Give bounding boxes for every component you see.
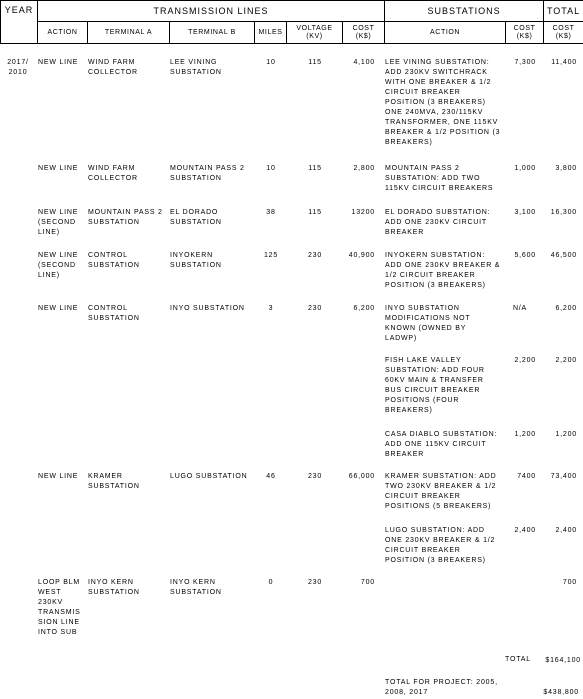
substation-action-cell: LUGO SUBSTATION: ADD ONE 230KV BREAKER & 1/2 CIRCUIT BREAKER POSITION (3 BREAKERS) bbox=[385, 527, 496, 564]
miles-cell: 125 bbox=[263, 252, 279, 259]
action-cell: NEW LINE bbox=[38, 59, 79, 66]
terminal-a-cell: WIND FARM COLLECTOR bbox=[88, 59, 138, 76]
substation-cost-cell: N/A bbox=[512, 305, 528, 312]
header-total: TOTAL bbox=[544, 1, 583, 22]
miles-cell: 10 bbox=[266, 59, 276, 66]
header-miles: MILES bbox=[255, 22, 287, 44]
voltage-cell: 230 bbox=[307, 252, 323, 259]
cost-cell: 66,000 bbox=[348, 473, 375, 480]
substation-action-cell: KRAMER SUBSTATION: ADD TWO 230KV BREAKER & 1/2 CIRCUIT BREAKER POSITIONS (5 BREAKERS) bbox=[385, 473, 497, 510]
total-cost-cell: 700 bbox=[562, 579, 577, 586]
header-sub-cost: COST (K$) bbox=[506, 22, 544, 44]
miles-cell: 38 bbox=[266, 209, 276, 216]
action-cell: LOOP BLM WEST 230KV TRANSMIS SION LINE INTO SUB bbox=[38, 579, 81, 636]
total-cost-cell: 2,200 bbox=[555, 357, 577, 364]
action-cell: NEW LINE bbox=[38, 305, 79, 312]
substation-cost-cell: 2,400 bbox=[514, 527, 536, 534]
terminal-b-cell: LUGO SUBSTATION bbox=[170, 473, 248, 480]
substation-cost-cell: 1,000 bbox=[514, 165, 536, 172]
terminal-a-cell: WIND FARM COLLECTOR bbox=[88, 165, 138, 182]
voltage-cell: 115 bbox=[308, 209, 322, 216]
total-cost-cell: 16,300 bbox=[550, 209, 577, 216]
substation-action-cell: EL DORADO SUBSTATION: ADD ONE 230KV CIRCUIT BREAKER bbox=[385, 209, 491, 236]
voltage-cell: 115 bbox=[308, 165, 322, 172]
header-transmission-lines: TRANSMISSION LINES bbox=[38, 1, 385, 22]
total-label: TOTAL bbox=[505, 656, 531, 663]
total-cost-cell: 3,800 bbox=[555, 165, 577, 172]
terminal-a-cell: KRAMER SUBSTATION bbox=[88, 473, 140, 490]
voltage-cell: 230 bbox=[307, 305, 323, 312]
miles-cell: 0 bbox=[268, 579, 274, 586]
terminal-b-cell: INYO KERN SUBSTATION bbox=[170, 579, 222, 596]
header-terminal-b: TERMINAL B bbox=[170, 22, 255, 44]
cost-cell: 6,200 bbox=[353, 305, 375, 312]
terminal-a-cell: CONTROL SUBSTATION bbox=[88, 305, 140, 322]
substation-action-cell: FISH LAKE VALLEY SUBSTATION: ADD FOUR 60KV MAIN & TRANSFER BUS CIRCUIT BREAKER POSITIONS (FOUR BREAKERS) bbox=[385, 357, 485, 414]
terminal-b-cell: MOUNTAIN PASS 2 SUBSTATION bbox=[170, 165, 245, 182]
cost-cell: 700 bbox=[360, 579, 375, 586]
substation-action-cell: LEE VINING SUBSTATION: ADD 230KV SWITCHRACK WITH ONE BREAKER & 1/2 CIRCUIT BREAKER POSITION (3 BREAKERS) ONE 240MVA, 230/115KV TRANSFORMER, ONE 115KV BREAKER & 1/2 POSITION (3 BREAKERS) bbox=[385, 59, 501, 146]
terminal-b-cell: LEE VINING SUBSTATION bbox=[170, 59, 222, 76]
year-cell: 2017/ 2010 bbox=[7, 59, 29, 76]
substation-cost-cell: 2,200 bbox=[514, 357, 536, 364]
total-cost-cell: 11,400 bbox=[551, 59, 577, 66]
action-cell: NEW LINE (SECOND LINE) bbox=[38, 252, 79, 279]
total-cost-cell: 6,200 bbox=[555, 305, 577, 312]
voltage-cell: 115 bbox=[308, 59, 322, 66]
header-year: YEAR bbox=[1, 1, 38, 44]
action-cell: NEW LINE bbox=[38, 473, 79, 480]
cost-cell: 4,100 bbox=[353, 59, 375, 66]
substation-action-cell: INYO SUBSTATION MODIFICATIONS NOT KNOWN (OWNED BY LADWP) bbox=[385, 305, 471, 342]
header-cost: COST (K$) bbox=[343, 22, 385, 44]
voltage-cell: 230 bbox=[307, 473, 323, 480]
voltage-cell: 230 bbox=[307, 579, 323, 586]
action-cell: NEW LINE (SECOND LINE) bbox=[38, 209, 79, 236]
total-value: $164,100 bbox=[545, 657, 581, 664]
table-header bbox=[0, 0, 583, 44]
header-terminal-a: TERMINAL A bbox=[88, 22, 170, 44]
miles-cell: 3 bbox=[268, 305, 274, 312]
substation-cost-cell: 7,300 bbox=[514, 59, 536, 66]
terminal-a-cell: CONTROL SUBSTATION bbox=[88, 252, 140, 269]
total-cost-cell: 2,400 bbox=[555, 527, 577, 534]
miles-cell: 10 bbox=[266, 165, 276, 172]
substation-action-cell: MOUNTAIN PASS 2 SUBSTATION: ADD TWO 115KV CIRCUIT BREAKERS bbox=[385, 165, 494, 192]
terminal-a-cell: MOUNTAIN PASS 2 SUBSTATION bbox=[88, 209, 163, 226]
substation-cost-cell: 1,200 bbox=[514, 431, 536, 438]
total-cost-cell: 1,200 bbox=[555, 431, 577, 438]
substation-cost-cell: 7400 bbox=[517, 473, 536, 480]
total-cost-cell: 46,500 bbox=[550, 252, 577, 259]
substation-cost-cell: 5,600 bbox=[514, 252, 536, 259]
substation-action-cell: CASA DIABLO SUBSTATION: ADD ONE 115KV CIRCUIT BREAKER bbox=[385, 431, 498, 458]
terminal-b-cell: INYO SUBSTATION bbox=[170, 305, 245, 312]
cost-cell: 2,800 bbox=[353, 165, 375, 172]
header-voltage: VOLTAGE (KV) bbox=[287, 22, 343, 44]
substation-action-cell: INYOKERN SUBSTATION: ADD ONE 230KV BREAKER & 1/2 CIRCUIT BREAKER POSITION (3 BREAKERS) bbox=[385, 252, 501, 289]
header-substations: SUBSTATIONS bbox=[385, 1, 544, 22]
action-cell: NEW LINE bbox=[38, 165, 79, 172]
project-total-label: TOTAL FOR PROJECT: 2005, 2008, 2017 bbox=[385, 679, 498, 696]
miles-cell: 46 bbox=[266, 473, 276, 480]
project-total-value: $438,800 bbox=[543, 689, 579, 696]
terminal-b-cell: INYOKERN SUBSTATION bbox=[170, 252, 222, 269]
header-sub-action: ACTION bbox=[385, 22, 506, 44]
total-cost-cell: 73,400 bbox=[550, 473, 577, 480]
terminal-b-cell: EL DORADO SUBSTATION bbox=[170, 209, 222, 226]
cost-cell: 40,900 bbox=[348, 252, 375, 259]
terminal-a-cell: INYO KERN SUBSTATION bbox=[88, 579, 140, 596]
substation-cost-cell: 3,100 bbox=[514, 209, 536, 216]
header-action: ACTION bbox=[38, 22, 88, 44]
cost-cell: 13200 bbox=[351, 209, 375, 216]
header-total-cost: COST (K$) bbox=[544, 22, 583, 44]
